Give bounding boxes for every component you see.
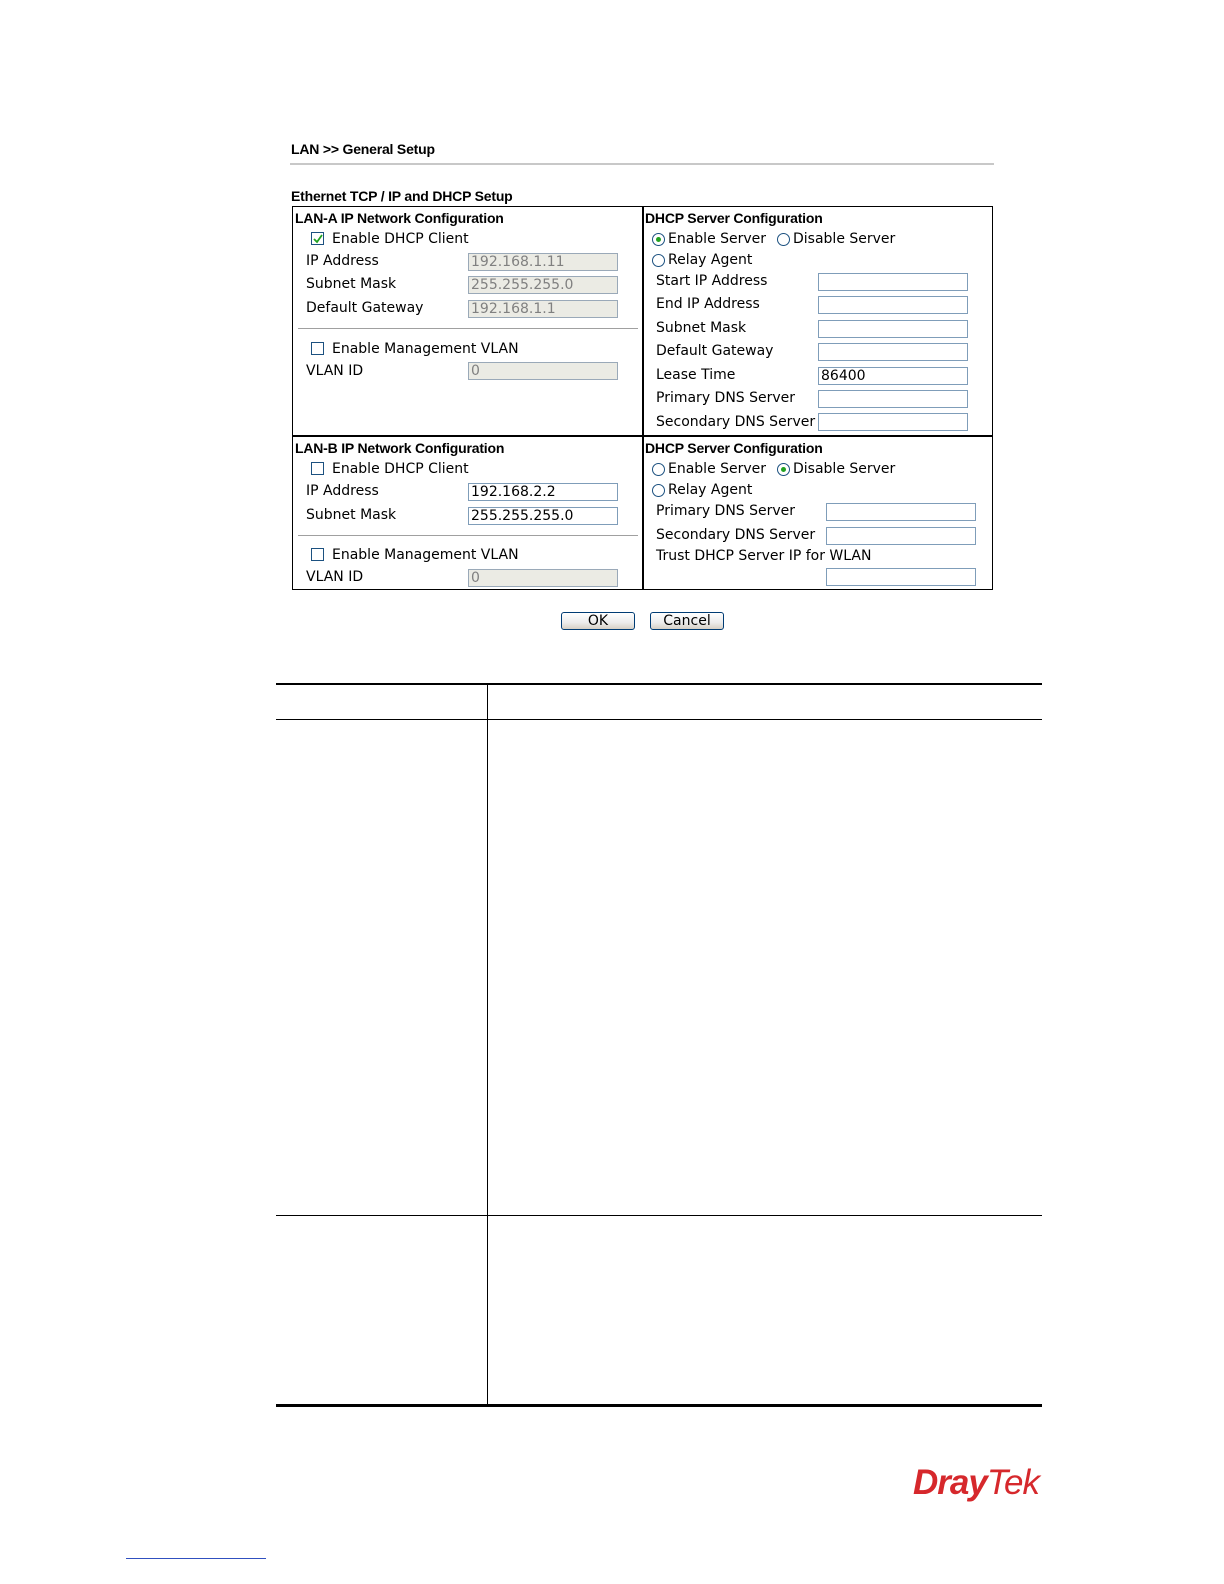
dhcp-a-title: DHCP Server Configuration xyxy=(645,210,823,226)
dhcp-a-default-gateway-label: Default Gateway xyxy=(656,343,774,359)
page-breadcrumb: LAN >> General Setup xyxy=(291,141,435,157)
cancel-button[interactable]: Cancel xyxy=(650,612,724,630)
lan-b-enable-mgmt-vlan-checkbox[interactable] xyxy=(311,548,324,561)
dhcp-a-subnet-mask-input[interactable] xyxy=(818,320,968,338)
lan-a-title: LAN-A IP Network Configuration xyxy=(295,210,504,226)
dhcp-a-start-ip-input[interactable] xyxy=(818,273,968,291)
lan-a-enable-dhcp-client-checkbox[interactable] xyxy=(311,232,324,245)
dhcp-b-secondary-dns-input[interactable] xyxy=(826,527,976,545)
dhcp-a-relay-agent-label: Relay Agent xyxy=(668,252,753,268)
draytek-logo xyxy=(913,1464,1039,1502)
lan-a-default-gateway-label: Default Gateway xyxy=(306,300,424,316)
lan-b-ip-address-input[interactable] xyxy=(468,483,618,501)
lan-b-subnet-mask-input[interactable] xyxy=(468,507,618,525)
lan-b-vlan-id-label: VLAN ID xyxy=(306,569,364,585)
lan-b-enable-dhcp-client-checkbox[interactable] xyxy=(311,462,324,475)
lan-a-vlan-id-input[interactable] xyxy=(468,362,618,380)
dhcp-a-disable-server-radio[interactable] xyxy=(777,233,790,246)
dhcp-a-lease-time-label: Lease Time xyxy=(656,367,736,383)
dhcp-a-enable-server-radio[interactable] xyxy=(652,233,665,246)
table-header-border xyxy=(276,719,1042,720)
dhcp-a-default-gateway-input[interactable] xyxy=(818,343,968,361)
dhcp-a-enable-server-label: Enable Server xyxy=(668,231,767,247)
dhcp-b-secondary-dns-label: Secondary DNS Server xyxy=(656,527,816,543)
dhcp-b-primary-dns-input[interactable] xyxy=(826,503,976,521)
lan-b-title: LAN-B IP Network Configuration xyxy=(295,440,505,456)
dhcp-a-primary-dns-input[interactable] xyxy=(818,390,968,408)
logo-tek-text: Tek xyxy=(986,1463,1039,1502)
dhcp-b-primary-dns-label: Primary DNS Server xyxy=(656,503,796,519)
dhcp-b-title: DHCP Server Configuration xyxy=(645,440,823,456)
dhcp-b-trust-dhcp-input[interactable] xyxy=(826,568,976,586)
dhcp-b-enable-server-radio[interactable] xyxy=(652,463,665,476)
footer-link-line xyxy=(126,1558,266,1559)
dhcp-a-primary-dns-label: Primary DNS Server xyxy=(656,390,796,406)
section-title: Ethernet TCP / IP and DHCP Setup xyxy=(291,188,513,204)
lan-a-enable-mgmt-vlan-checkbox[interactable] xyxy=(311,342,324,355)
dhcp-a-end-ip-label: End IP Address xyxy=(656,296,760,312)
lan-b-enable-dhcp-client-label: Enable DHCP Client xyxy=(332,461,469,477)
dhcp-b-trust-dhcp-label: Trust DHCP Server IP for WLAN xyxy=(656,548,872,564)
lan-b-subnet-mask-label: Subnet Mask xyxy=(306,507,397,523)
dhcp-a-relay-agent-radio[interactable] xyxy=(652,254,665,267)
dhcp-b-disable-server-label: Disable Server xyxy=(793,461,896,477)
lan-a-subnet-mask-label: Subnet Mask xyxy=(306,276,397,292)
dhcp-b-enable-server-label: Enable Server xyxy=(668,461,767,477)
lan-b-ip-address-label: IP Address xyxy=(306,483,379,499)
lan-a-separator xyxy=(298,328,638,329)
table-top-border xyxy=(276,683,1042,685)
ok-button[interactable]: OK xyxy=(561,612,635,630)
table-bottom-border xyxy=(276,1404,1042,1407)
lan-a-ip-address-label: IP Address xyxy=(306,253,379,269)
lan-b-vlan-id-input[interactable] xyxy=(468,569,618,587)
table-column-divider xyxy=(487,683,488,1405)
frame-horizontal-divider xyxy=(292,435,993,437)
lan-a-enable-mgmt-vlan-label: Enable Management VLAN xyxy=(332,341,519,357)
dhcp-a-lease-time-input[interactable] xyxy=(818,367,968,385)
lan-a-ip-address-input[interactable] xyxy=(468,253,618,271)
lan-b-separator xyxy=(298,535,638,536)
lan-a-default-gateway-input[interactable] xyxy=(468,300,618,318)
dhcp-a-secondary-dns-label: Secondary DNS Server xyxy=(656,414,816,430)
table-row-border xyxy=(276,1215,1042,1216)
lan-b-enable-mgmt-vlan-label: Enable Management VLAN xyxy=(332,547,519,563)
dhcp-a-secondary-dns-input[interactable] xyxy=(818,413,968,431)
dhcp-a-disable-server-label: Disable Server xyxy=(793,231,896,247)
dhcp-b-relay-agent-radio[interactable] xyxy=(652,484,665,497)
breadcrumb-divider xyxy=(290,163,994,165)
radio-selected-dot xyxy=(656,237,661,242)
lan-a-vlan-id-label: VLAN ID xyxy=(306,363,364,379)
dhcp-a-start-ip-label: Start IP Address xyxy=(656,273,768,289)
lan-a-enable-dhcp-client-label: Enable DHCP Client xyxy=(332,231,469,247)
radio-selected-dot xyxy=(781,467,786,472)
dhcp-b-disable-server-radio[interactable] xyxy=(777,463,790,476)
checkmark-icon xyxy=(313,234,323,244)
frame-vertical-divider xyxy=(642,206,644,590)
logo-dray-text: Dray xyxy=(913,1463,987,1502)
dhcp-a-end-ip-input[interactable] xyxy=(818,296,968,314)
lan-a-subnet-mask-input[interactable] xyxy=(468,276,618,294)
dhcp-a-subnet-mask-label: Subnet Mask xyxy=(656,320,747,336)
dhcp-b-relay-agent-label: Relay Agent xyxy=(668,482,753,498)
